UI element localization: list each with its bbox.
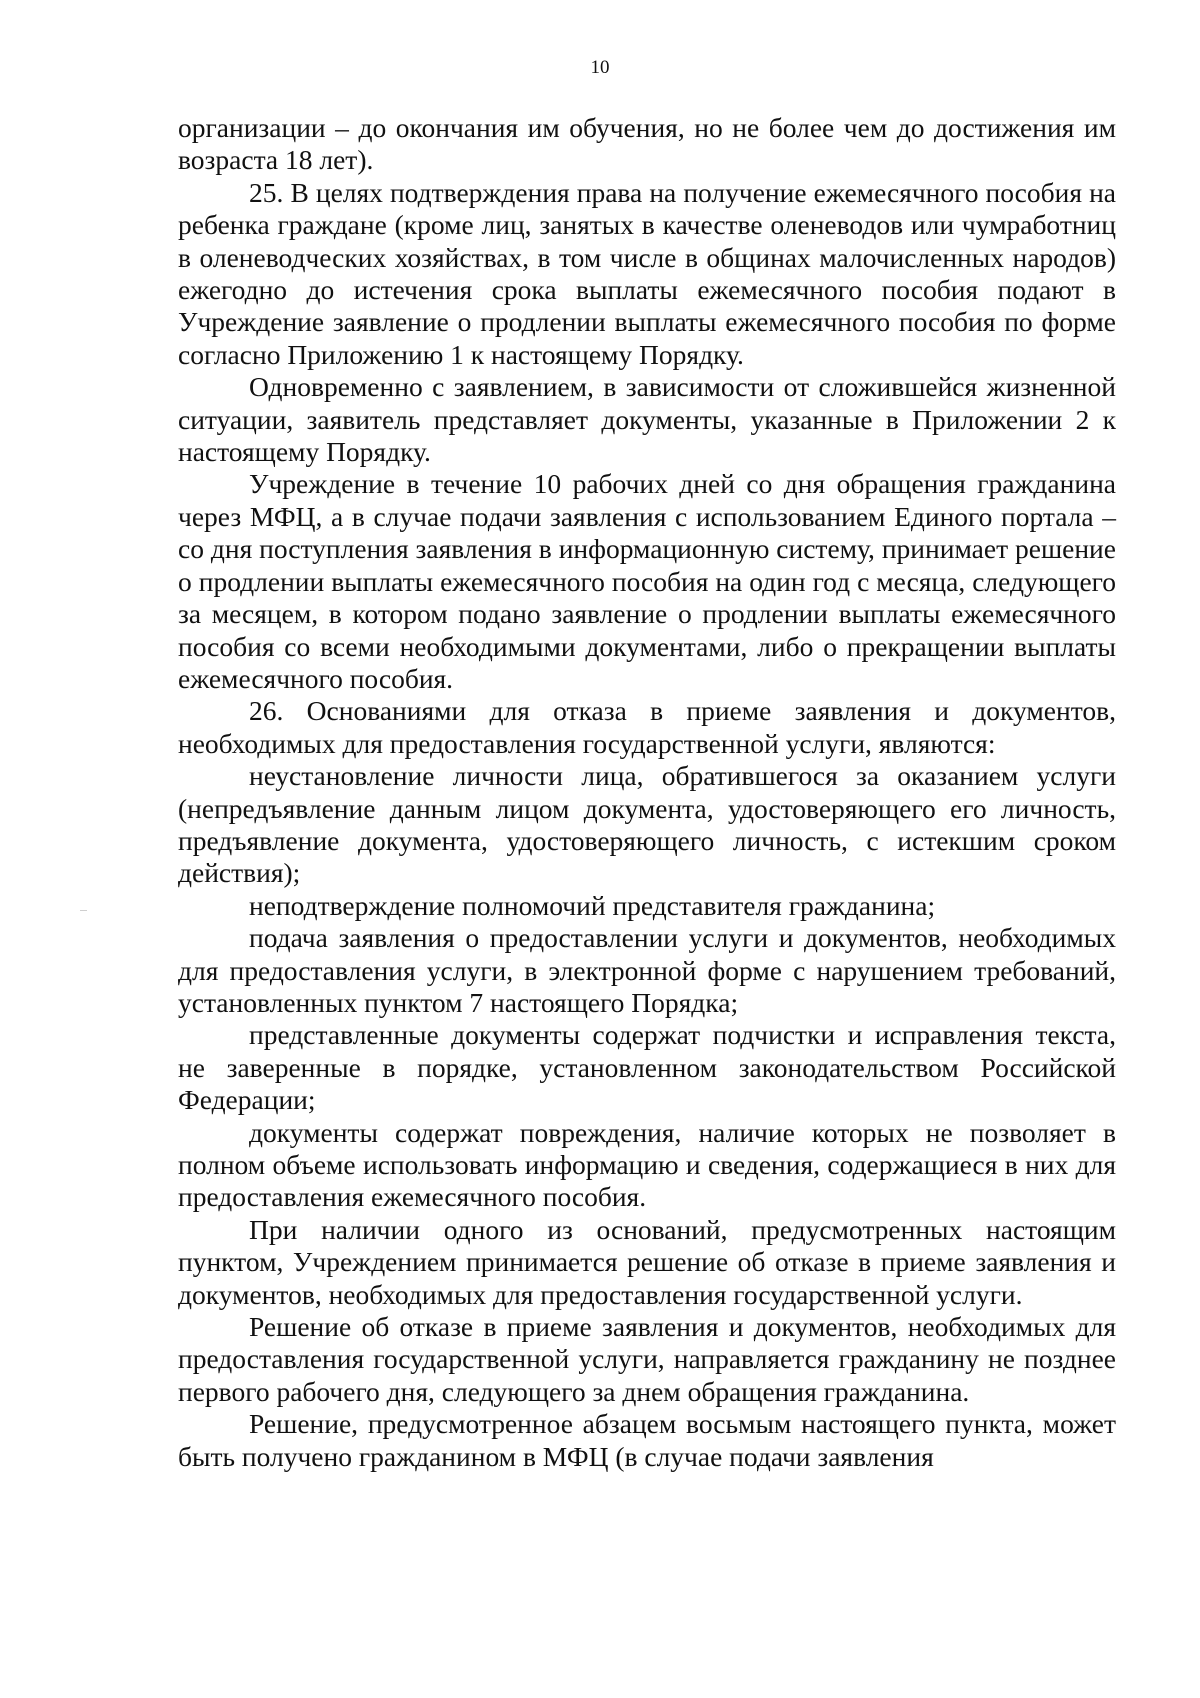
paragraph-decision: Учреждение в течение 10 рабочих дней со дня обращения гражданина через МФЦ, а в случае подачи заявления с использованием Единого портала – со дня поступления заявления в информационную систему, принимает решение о продлении выплаты ежемесячного пособия на один год с месяца, следующего за месяцем, в котором подано заявление о продлении выплаты ежемесячного пособия со всеми необходимыми документами, либо о прекращении выплаты ежемесячного пособия.: [178, 468, 1116, 694]
paragraph-item-26: 26. Основаниями для отказа в приеме заявления и документов, необходимых для предоставления государственной услуги, являются:: [178, 695, 1116, 759]
refusal-ground-electronic: подача заявления о предоставлении услуги и документов, необходимых для предоставления услуги, в электронной форме с нарушением требований, установленных пунктом 7 настоящего Порядка;: [178, 922, 1116, 1018]
document-body: [178, 112, 1116, 1473]
refusal-ground-corrections: представленные документы содержат подчистки и исправления текста, не заверенные в порядке, установленном законодательством Российской Федерации;: [178, 1019, 1116, 1116]
paragraph-documents: Одновременно с заявлением, в зависимости от сложившейся жизненной ситуации, заявитель представляет документы, указанные в Приложении 2 к настоящему Порядку.: [178, 371, 1116, 468]
paragraph-refusal-decision: При наличии одного из оснований, предусмотренных настоящим пунктом, Учреждением принимается решение об отказе в приеме заявления и документов, необходимых для предоставления государственной услуги.: [178, 1213, 1116, 1310]
refusal-ground-identity: неустановление личности лица, обратившегося за оказанием услуги (непредъявление данным лицом документа, удостоверяющего его личность, предъявление документа, удостоверяющего личность, с истекшим сроком действия);: [178, 760, 1116, 889]
paragraph-continuation: организации – до окончания им обучения, но не более чем до достижения им возраста 18 лет).: [178, 112, 1116, 176]
paragraph-item-25: 25. В целях подтверждения права на получение ежемесячного пособия на ребенка граждане (кроме лиц, занятых в качестве оленеводов или чумработниц в оленеводческих хозяйствах, в том числе в общинах малочисленных народов) ежегодно до истечения срока выплаты ежемесячного пособия подают в Учреждение заявление о продлении выплаты ежемесячного пособия по форме согласно Приложению 1 к настоящему Порядку.: [178, 176, 1116, 370]
paragraph-decision-receipt: Решение, предусмотренное абзацем восьмым настоящего пункта, может быть получено гражданином в МФЦ (в случае подачи заявления: [178, 1408, 1116, 1472]
refusal-ground-authority: неподтверждение полномочий представителя гражданина;: [249, 889, 936, 921]
paragraph-refusal-notice: Решение об отказе в приеме заявления и документов, необходимых для предоставления государственной услуги, направляется гражданину не позднее первого рабочего дня, следующего за днем обращения гражданина.: [178, 1311, 1116, 1407]
refusal-ground-damage: документы содержат повреждения, наличие которых не позволяет в полном объеме использовать информацию и сведения, содержащиеся в них для предоставления ежемесячного пособия.: [178, 1116, 1116, 1213]
margin-mark: [80, 910, 87, 911]
page-number: 10: [590, 57, 610, 78]
